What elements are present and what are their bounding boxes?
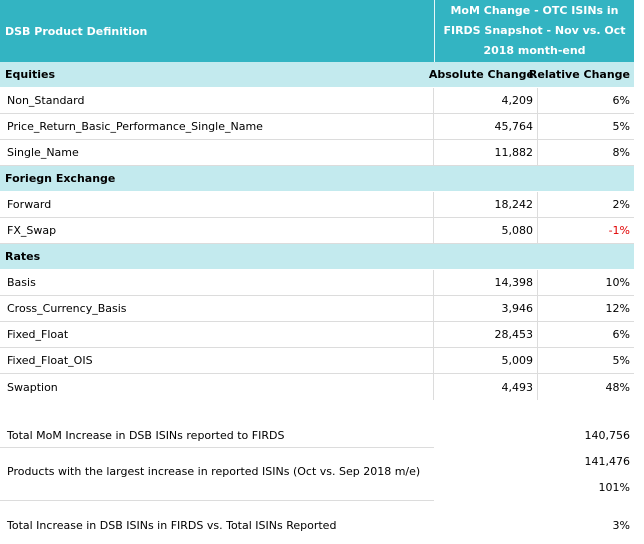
relative-change: 8%	[612, 146, 630, 159]
table-row	[0, 140, 634, 166]
mom-change-header: MoM Change - OTC ISINs in FIRDS Snapshot - Nov vs. Oct 2018 month-end	[434, 0, 634, 62]
absolute-change-header: Absolute Change	[428, 68, 534, 81]
absolute-change: 14,398	[434, 270, 538, 295]
table-row	[0, 114, 634, 140]
product-name: Swaption	[0, 374, 434, 400]
relative-change: 5%	[612, 354, 630, 367]
section-label: Rates	[5, 250, 41, 263]
relative-change-negative: -1%	[608, 224, 630, 237]
relative-change: 6%	[612, 94, 630, 107]
absolute-change: 18,242	[434, 192, 538, 217]
table-row	[0, 192, 634, 218]
divider	[0, 500, 434, 501]
relative-change: 12%	[605, 302, 630, 315]
absolute-change: 11,882	[434, 140, 538, 165]
relative-change-header: Relative Change	[528, 68, 630, 81]
product-name: Basis	[0, 270, 434, 295]
table-row	[0, 296, 634, 322]
absolute-change: 5,080	[434, 218, 538, 243]
summary-total-mom	[0, 422, 634, 448]
relative-change: 5%	[612, 120, 630, 133]
product-name: FX_Swap	[0, 218, 434, 243]
summary-value: 141,476	[584, 454, 630, 468]
summary-percent: 101%	[598, 480, 630, 494]
relative-change: 6%	[612, 328, 630, 341]
absolute-change: 4,493	[434, 374, 538, 400]
section-foreign-exchange	[0, 166, 634, 192]
section-label: Foriegn Exchange	[5, 172, 116, 185]
product-name: Forward	[0, 192, 434, 217]
product-name: Single_Name	[0, 140, 434, 165]
summary-label: Products with the largest increase in reported ISINs (Oct vs. Sep 2018 m/e)	[7, 464, 421, 478]
summary-largest-pct-row	[0, 474, 634, 500]
product-name: Fixed_Float_OIS	[0, 348, 434, 373]
summary-total-increase	[0, 512, 634, 538]
section-rates	[0, 244, 634, 270]
table-row	[0, 348, 634, 374]
product-name: Cross_Currency_Basis	[0, 296, 434, 321]
summary-label: Total Increase in DSB ISINs in FIRDS vs. Total ISINs Reported	[7, 518, 337, 532]
absolute-change: 3,946	[434, 296, 538, 321]
absolute-change: 45,764	[434, 114, 538, 139]
relative-change: 10%	[605, 276, 630, 289]
relative-change: 2%	[612, 198, 630, 211]
product-definition-header: DSB Product Definition	[5, 24, 148, 38]
relative-change: 48%	[605, 380, 630, 394]
product-name: Non_Standard	[0, 88, 434, 113]
table-row	[0, 374, 634, 400]
summary-value: 140,756	[584, 428, 630, 442]
table-row	[0, 88, 634, 114]
table-row	[0, 322, 634, 348]
summary-label: Total MoM Increase in DSB ISINs reported to FIRDS	[7, 428, 285, 442]
product-name: Price_Return_Basic_Performance_Single_Name	[0, 114, 434, 139]
table-row	[0, 218, 634, 244]
section-label: Equities	[5, 68, 56, 81]
summary-value: 3%	[612, 518, 630, 532]
section-equities	[0, 62, 634, 88]
table-header	[0, 0, 634, 62]
product-name: Fixed_Float	[0, 322, 434, 347]
absolute-change: 5,009	[434, 348, 538, 373]
table-row	[0, 270, 634, 296]
absolute-change: 28,453	[434, 322, 538, 347]
absolute-change: 4,209	[434, 88, 538, 113]
